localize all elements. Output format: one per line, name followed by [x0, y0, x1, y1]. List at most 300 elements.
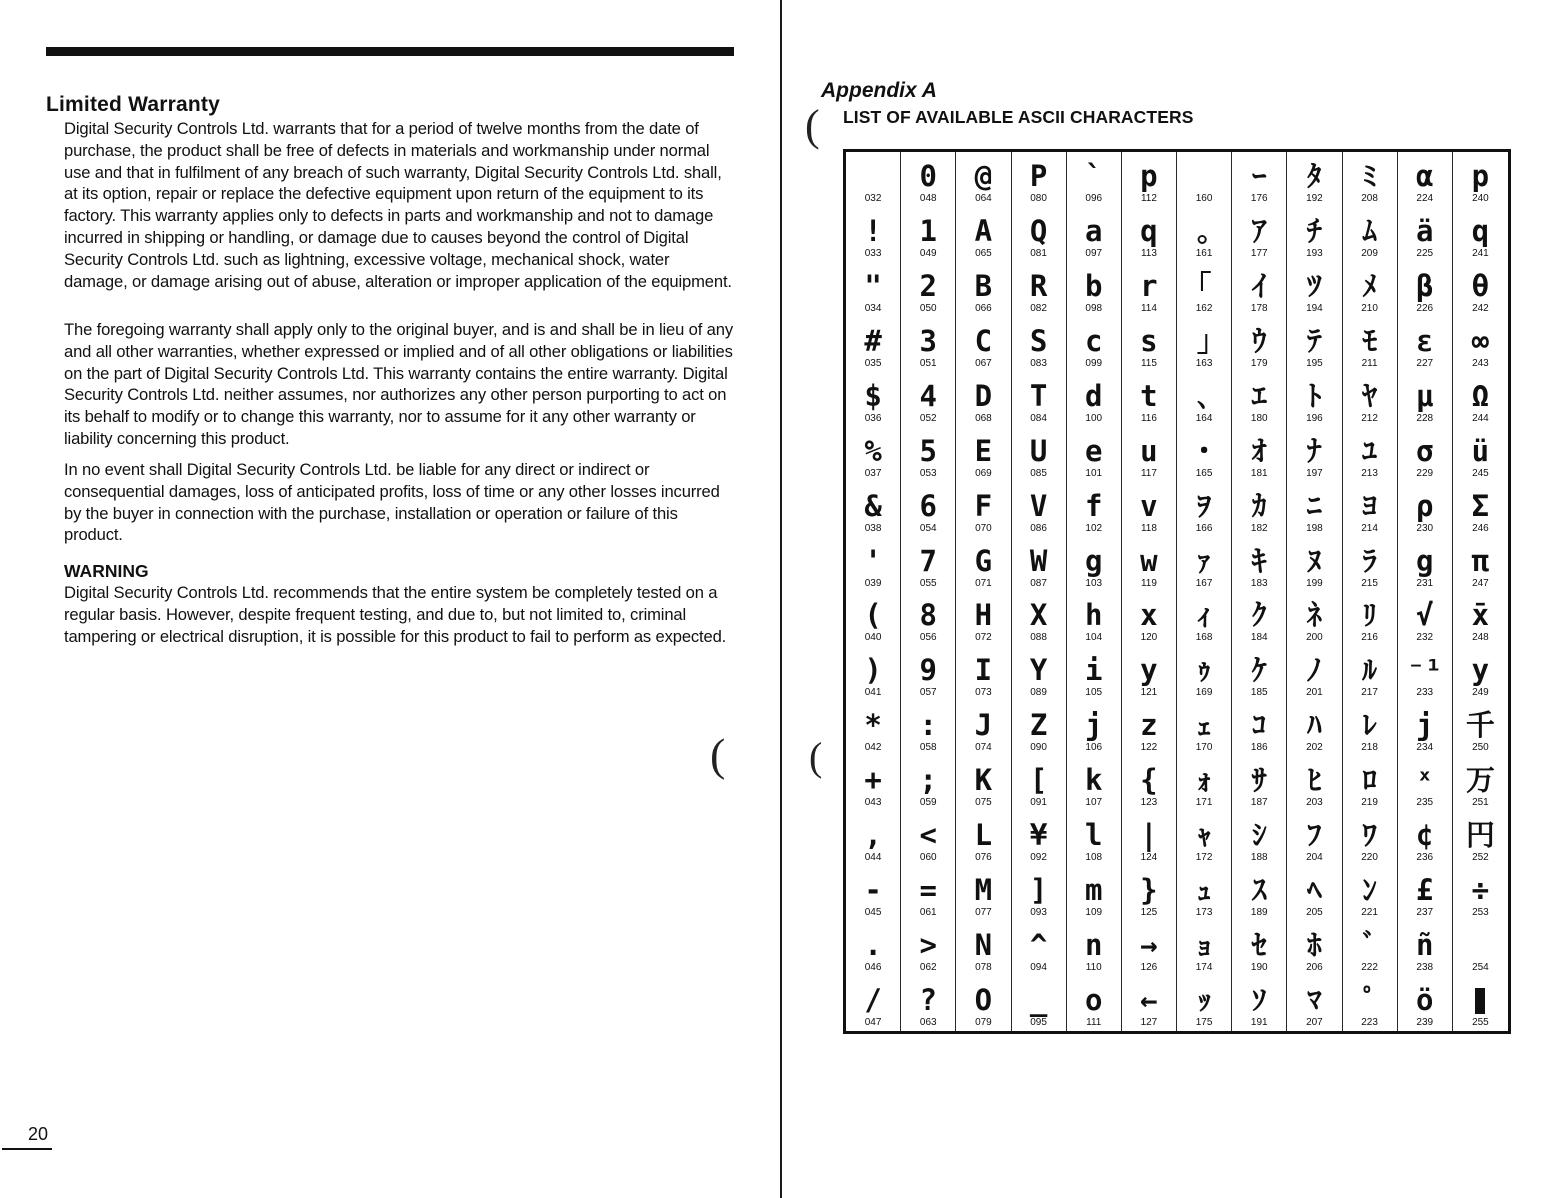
ascii-glyph: B [974, 268, 993, 303]
warranty-title: Limited Warranty [46, 93, 220, 116]
ascii-cell [1012, 756, 1067, 811]
ascii-cell [901, 317, 956, 372]
ascii-cell [901, 207, 956, 262]
ascii-cell [1398, 592, 1453, 647]
ascii-code: 166 [1195, 522, 1213, 534]
ascii-glyph: 7 [919, 543, 937, 578]
ascii-cell [1232, 207, 1287, 262]
ascii-code: 229 [1416, 467, 1434, 479]
ascii-code: 051 [919, 357, 937, 369]
ascii-glyph: d [1085, 378, 1103, 413]
ascii-code: 036 [864, 412, 882, 424]
ascii-code: 197 [1306, 467, 1323, 479]
ascii-glyph: < [919, 818, 937, 853]
ascii-glyph: ; [919, 763, 937, 798]
ascii-cell [1398, 262, 1453, 317]
ascii-glyph: ¢ [1416, 818, 1434, 853]
ascii-glyph: v [1140, 488, 1158, 523]
ascii-glyph: √ [1416, 598, 1434, 633]
ascii-cell [1343, 372, 1398, 427]
ascii-glyph: l [1085, 818, 1103, 853]
ascii-glyph: ﾘ [1362, 598, 1377, 633]
ascii-code: 231 [1416, 577, 1434, 589]
ascii-glyph: f [1085, 488, 1103, 523]
ascii-code: 083 [1030, 357, 1047, 369]
ascii-glyph: + [864, 763, 882, 798]
ascii-code: 228 [1416, 412, 1434, 424]
ascii-code: 065 [975, 247, 992, 259]
ascii-cell [956, 921, 1011, 976]
ascii-cell [1067, 811, 1122, 866]
ascii-cell [1122, 152, 1177, 207]
ascii-cell [1012, 207, 1067, 262]
ascii-code: 240 [1472, 192, 1489, 204]
ascii-cell [1177, 866, 1232, 921]
ascii-glyph: X [1029, 598, 1048, 633]
ascii-code: 060 [919, 852, 937, 864]
ascii-cell [1287, 317, 1342, 372]
ascii-cell [1067, 262, 1122, 317]
ascii-code: 223 [1361, 1017, 1378, 1028]
ascii-glyph: & [864, 488, 882, 523]
appendix-title: Appendix A [821, 79, 937, 102]
ascii-glyph: θ [1471, 268, 1490, 303]
ascii-glyph: / [864, 983, 882, 1017]
ascii-cell [1343, 921, 1398, 976]
ascii-code: 245 [1472, 467, 1489, 479]
ascii-cell [956, 427, 1011, 482]
ascii-cell [1232, 482, 1287, 537]
ascii-code: 109 [1085, 907, 1103, 919]
ascii-code: 222 [1361, 962, 1378, 974]
ascii-glyph: ｰ [1251, 158, 1267, 193]
ascii-code: 169 [1195, 687, 1213, 699]
ascii-cell [1177, 537, 1232, 592]
ascii-cell [1177, 811, 1232, 866]
ascii-glyph: n [1085, 928, 1103, 963]
ascii-cell [1067, 152, 1122, 207]
ascii-code: 198 [1306, 522, 1323, 534]
ascii-cell [1343, 427, 1398, 482]
ascii-cell [956, 482, 1011, 537]
ascii-cell [1122, 756, 1177, 811]
ascii-code: 115 [1140, 357, 1157, 369]
ascii-cell [1287, 921, 1342, 976]
ascii-cell [901, 152, 956, 207]
ascii-cell [846, 537, 901, 592]
ascii-cell [1343, 262, 1398, 317]
ascii-code: 239 [1416, 1017, 1434, 1028]
ascii-cell [1287, 592, 1342, 647]
ascii-code: 066 [975, 302, 992, 314]
ascii-code: 110 [1085, 962, 1102, 974]
ascii-code: 121 [1140, 687, 1158, 699]
ascii-cell [956, 372, 1011, 427]
ascii-code: 079 [975, 1017, 992, 1028]
ascii-code: 089 [1030, 687, 1047, 699]
ascii-glyph: ) [864, 653, 882, 688]
ascii-code: 201 [1306, 687, 1323, 699]
ascii-code: 163 [1195, 357, 1213, 369]
ascii-glyph: ! [864, 213, 882, 248]
ascii-cell [1453, 482, 1508, 537]
ascii-cell [901, 756, 956, 811]
ascii-code: 105 [1085, 687, 1103, 699]
ascii-glyph: α [1416, 158, 1434, 193]
ascii-glyph: ｱ [1251, 213, 1267, 248]
ascii-glyph: Ω [1471, 378, 1490, 413]
ascii-code: 164 [1195, 412, 1213, 424]
ascii-glyph: P [1029, 158, 1048, 193]
ascii-cell [846, 427, 901, 482]
ascii-glyph: Y [1029, 653, 1048, 688]
ascii-glyph: ﾟ [1362, 983, 1377, 1017]
ascii-cell [846, 811, 901, 866]
ascii-glyph: ｽ [1251, 873, 1267, 908]
ascii-cell [1122, 592, 1177, 647]
ascii-glyph: ﾆ [1307, 488, 1322, 523]
ascii-code: 071 [975, 577, 992, 589]
ascii-glyph: ö [1416, 983, 1434, 1017]
ascii-cell [956, 317, 1011, 372]
ascii-glyph: ρ [1416, 488, 1434, 523]
ascii-code: 190 [1250, 962, 1268, 974]
ascii-glyph: a [1085, 213, 1103, 248]
binding-hole-mark-right: ( [809, 734, 823, 779]
ascii-cell [1067, 537, 1122, 592]
ascii-code: 117 [1140, 467, 1157, 479]
ascii-code: 248 [1472, 632, 1489, 644]
ascii-glyph: ｩ [1196, 653, 1212, 688]
ascii-glyph: @ [974, 158, 993, 193]
ascii-cell [1398, 427, 1453, 482]
ascii-code: 032 [864, 192, 882, 204]
full-block-glyph [1475, 988, 1485, 1014]
ascii-cell [1398, 207, 1453, 262]
ascii-code: 058 [919, 742, 937, 754]
ascii-cell [1232, 866, 1287, 921]
ascii-cell [1012, 592, 1067, 647]
ascii-code: 077 [975, 907, 992, 919]
ascii-glyph: u [1140, 433, 1158, 468]
ascii-glyph: ? [919, 983, 937, 1017]
ascii-cell [1287, 427, 1342, 482]
ascii-glyph: ｣ [1196, 323, 1212, 358]
ascii-cell [1177, 372, 1232, 427]
ascii-code: 235 [1416, 797, 1434, 809]
ascii-glyph: ' [864, 543, 882, 578]
ascii-cell [1122, 207, 1177, 262]
ascii-code: 251 [1472, 797, 1489, 809]
ascii-code: 080 [1030, 192, 1047, 204]
ascii-code: 048 [919, 192, 937, 204]
ascii-glyph: w [1140, 543, 1158, 578]
ascii-cell [1232, 976, 1287, 1031]
ascii-code: 084 [1030, 412, 1047, 424]
ascii-code: 041 [864, 687, 882, 699]
ascii-code: 160 [1195, 192, 1213, 204]
ascii-code: 200 [1306, 632, 1323, 644]
ascii-cell [956, 976, 1011, 1031]
ascii-glyph: ｸ [1251, 598, 1267, 633]
ascii-code: 111 [1086, 1017, 1102, 1028]
ascii-cell [1343, 701, 1398, 756]
ascii-glyph: ÷ [1471, 873, 1490, 908]
ascii-code: 209 [1361, 247, 1378, 259]
ascii-character-table [843, 149, 1511, 1034]
ascii-code: 078 [975, 962, 992, 974]
ascii-glyph: q [1140, 213, 1158, 248]
ascii-cell [1012, 811, 1067, 866]
ascii-code: 086 [1030, 522, 1047, 534]
ascii-cell [1012, 646, 1067, 701]
ascii-glyph: 千 [1465, 708, 1495, 743]
ascii-cell [901, 976, 956, 1031]
ascii-cell [1067, 646, 1122, 701]
warning-text: Digital Security Controls Ltd. recommends that the entire system be completely tested on a regular basis. However, despite frequent testing, and due to, but not limited to, criminal tampering or electrical disruption, it is possible for this product to fail to perform as expected. [64, 583, 727, 646]
ascii-code: 216 [1361, 632, 1378, 644]
ascii-code: 097 [1085, 247, 1103, 259]
ascii-glyph: ﾃ [1307, 323, 1322, 358]
ascii-glyph: ﾐ [1362, 158, 1377, 193]
ascii-code: 161 [1195, 247, 1213, 259]
ascii-glyph: D [974, 378, 993, 413]
ascii-glyph: ､ [1196, 378, 1212, 413]
ascii-code: 212 [1361, 412, 1378, 424]
ascii-cell [1343, 482, 1398, 537]
ascii-code: 044 [864, 852, 882, 864]
ascii-glyph: y [1471, 653, 1490, 688]
ascii-code: 075 [975, 797, 992, 809]
ascii-cell [1012, 537, 1067, 592]
ascii-glyph: 0 [919, 158, 937, 193]
ascii-glyph: ｯ [1196, 983, 1212, 1017]
ascii-glyph: 1 [919, 213, 937, 248]
ascii-glyph: { [1140, 763, 1158, 798]
ascii-cell [846, 207, 901, 262]
ascii-code: 122 [1140, 742, 1158, 754]
ascii-code: 238 [1416, 962, 1434, 974]
ascii-glyph: ﾙ [1362, 653, 1377, 688]
ascii-glyph: ﾂ [1307, 268, 1322, 303]
ascii-glyph: σ [1416, 433, 1434, 468]
ascii-glyph: F [974, 488, 993, 523]
ascii-code: 181 [1250, 467, 1268, 479]
ascii-code: 199 [1306, 577, 1323, 589]
ascii-cell [956, 811, 1011, 866]
ascii-code: 202 [1306, 742, 1323, 754]
ascii-code: 208 [1361, 192, 1378, 204]
ascii-cell [956, 262, 1011, 317]
ascii-code: 059 [919, 797, 937, 809]
ascii-cell [846, 866, 901, 921]
ascii-code: 234 [1416, 742, 1434, 754]
ascii-code: 175 [1195, 1017, 1213, 1028]
ascii-cell [1177, 701, 1232, 756]
ascii-code: 090 [1030, 742, 1047, 754]
ascii-cell [1453, 317, 1508, 372]
ascii-glyph: [ [1029, 763, 1048, 798]
ascii-code: 254 [1472, 962, 1489, 974]
ascii-cell [956, 592, 1011, 647]
ascii-glyph: N [974, 928, 993, 963]
ascii-cell [1287, 866, 1342, 921]
ascii-cell [1012, 427, 1067, 482]
ascii-code: 072 [975, 632, 992, 644]
ascii-cell [1232, 646, 1287, 701]
ascii-code: 188 [1250, 852, 1268, 864]
ascii-glyph: C [974, 323, 993, 358]
ascii-code: 064 [975, 192, 992, 204]
ascii-code: 043 [864, 797, 882, 809]
ascii-code: 106 [1085, 742, 1103, 754]
ascii-code: 116 [1140, 412, 1157, 424]
ascii-code: 056 [919, 632, 937, 644]
ascii-cell [1122, 866, 1177, 921]
ascii-glyph: ﾇ [1307, 543, 1322, 578]
ascii-glyph: ｳ [1251, 323, 1267, 358]
ascii-glyph: 6 [919, 488, 937, 523]
ascii-code: 225 [1416, 247, 1434, 259]
ascii-glyph: ﾈ [1307, 598, 1322, 633]
ascii-glyph: ｧ [1196, 543, 1212, 578]
ascii-glyph: e [1085, 433, 1103, 468]
ascii-glyph: p [1140, 158, 1158, 193]
ascii-glyph: → [1140, 928, 1158, 963]
ascii-code: 085 [1030, 467, 1047, 479]
ascii-code: 120 [1140, 632, 1158, 644]
warranty-paragraph-2: The foregoing warranty shall apply only to the original buyer, and is and shall be in lieu of any and all other warranties, whether expressed or implied and of all other obligations or liabilities on the part of Digital Security Controls Ltd. This warranty contains the entire warranty. Digital Security Controls Ltd. neither assumes, nor authorizes any other person purporting to act on its behalf to modify or to change this warranty, nor to assume for it any other warranty or liability concerning this product. [64, 320, 733, 448]
ascii-glyph: ﾏ [1307, 983, 1322, 1017]
warning-title: WARNING [64, 561, 149, 581]
ascii-code: 102 [1085, 522, 1103, 534]
ascii-cell [1012, 372, 1067, 427]
ascii-code: 047 [864, 1017, 882, 1028]
ascii-cell [846, 701, 901, 756]
ascii-glyph: ﾀ [1307, 158, 1322, 193]
ascii-cell [1453, 427, 1508, 482]
ascii-code: 252 [1472, 852, 1489, 864]
ascii-glyph: ｪ [1196, 708, 1212, 743]
ascii-cell [1398, 646, 1453, 701]
ascii-code: 087 [1030, 577, 1047, 589]
ascii-code: 070 [975, 522, 992, 534]
ascii-cell [1232, 756, 1287, 811]
ascii-code: 171 [1195, 797, 1213, 809]
ascii-code: 069 [975, 467, 992, 479]
ascii-cell [901, 427, 956, 482]
ascii-cell [1012, 921, 1067, 976]
ascii-glyph: ｬ [1196, 818, 1212, 853]
ascii-glyph: R [1029, 268, 1048, 303]
ascii-code: 067 [975, 357, 992, 369]
ascii-code: 040 [864, 632, 882, 644]
ascii-glyph: y [1140, 653, 1158, 688]
ascii-glyph: 9 [919, 653, 937, 688]
ascii-code: 165 [1195, 467, 1213, 479]
ascii-code: 220 [1361, 852, 1378, 864]
ascii-cell [1398, 921, 1453, 976]
ascii-cell [901, 537, 956, 592]
ascii-glyph: ﾞ [1362, 928, 1377, 963]
ascii-code: 104 [1085, 632, 1103, 644]
ascii-cell [1343, 592, 1398, 647]
ascii-code: 193 [1306, 247, 1323, 259]
ascii-cell [956, 207, 1011, 262]
ascii-glyph: ｵ [1251, 433, 1267, 468]
ascii-code: 096 [1085, 192, 1103, 204]
ascii-glyph: x̄ [1471, 598, 1490, 633]
warranty-paragraph-1: Digital Security Controls Ltd. warrants that for a period of twelve months from the date of purchase, the product shall be free of defects in materials and workmanship under normal use and that in fulfilment of any breach of such warranty, Digital Security Controls Ltd. shall, at its option, repair or replace the defective equipment upon return of the equipment to its factory. This warranty applies only to defects in parts and workmanship and not to damage incurred in shipping or handling, or damage due to causes beyond the control of Digital Security Controls Ltd. such as lightning, excessive voltage, mechanical shock, water damage, or damage arising out of abuse, alteration or improper application of the equipment. [64, 119, 732, 291]
ascii-cell [901, 921, 956, 976]
ascii-code: 119 [1140, 577, 1157, 589]
ascii-cell [1177, 592, 1232, 647]
ascii-cell [1232, 811, 1287, 866]
ascii-glyph: ﾔ [1362, 378, 1377, 413]
ascii-code: 046 [864, 962, 882, 974]
ascii-code: 219 [1361, 797, 1378, 809]
ascii-cell [1453, 921, 1508, 976]
ascii-cell [1122, 976, 1177, 1031]
ascii-cell [901, 701, 956, 756]
ascii-code: 039 [864, 577, 882, 589]
ascii-cell [1453, 207, 1508, 262]
ascii-code: 207 [1306, 1017, 1323, 1028]
ascii-code: 124 [1140, 852, 1158, 864]
ascii-cell [1122, 921, 1177, 976]
ascii-code: 092 [1030, 852, 1047, 864]
ascii-glyph [1475, 984, 1485, 1016]
ascii-glyph: # [864, 323, 882, 358]
ascii-glyph: ˣ [1416, 763, 1434, 798]
ascii-cell [1287, 646, 1342, 701]
ascii-cell [1453, 866, 1508, 921]
ascii-code: 221 [1361, 907, 1378, 919]
ascii-code: 174 [1195, 962, 1213, 974]
ascii-code: 179 [1250, 357, 1268, 369]
ascii-code: 062 [919, 962, 937, 974]
ascii-glyph: ｶ [1251, 488, 1267, 523]
ascii-code: 184 [1250, 632, 1268, 644]
page-number-rule [2, 1148, 52, 1150]
ascii-glyph: . [864, 928, 882, 963]
ascii-code: 168 [1195, 632, 1213, 644]
ascii-glyph: 4 [919, 378, 937, 413]
ascii-cell [1012, 866, 1067, 921]
ascii-code: 113 [1140, 247, 1157, 259]
ascii-cell [1398, 317, 1453, 372]
ascii-cell [1067, 701, 1122, 756]
ascii-glyph: ﾍ [1307, 873, 1322, 908]
ascii-cell [901, 372, 956, 427]
ascii-code: 053 [919, 467, 937, 479]
ascii-cell [1012, 152, 1067, 207]
ascii-glyph: | [1140, 818, 1158, 853]
ascii-glyph: ﾛ [1362, 763, 1377, 798]
ascii-cell [1177, 317, 1232, 372]
ascii-code: 057 [919, 687, 937, 699]
ascii-code: 196 [1306, 412, 1323, 424]
ascii-glyph: ｭ [1196, 873, 1212, 908]
ascii-glyph: O [974, 983, 993, 1017]
ascii-cell [1287, 207, 1342, 262]
ascii-cell [1287, 482, 1342, 537]
ascii-glyph: ･ [1196, 433, 1212, 468]
ascii-glyph: 万 [1465, 763, 1495, 798]
ascii-glyph: L [974, 818, 993, 853]
ascii-glyph: ｴ [1251, 378, 1267, 413]
ascii-cell [1287, 372, 1342, 427]
